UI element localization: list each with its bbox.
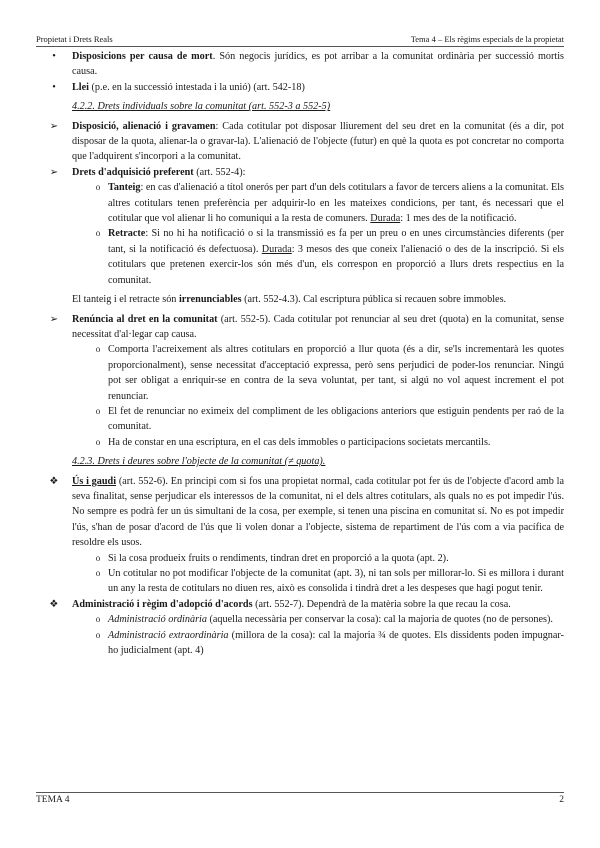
header-left: Propietat i Drets Reals — [36, 34, 113, 44]
page-footer — [36, 792, 564, 805]
diamond-icon: ❖ — [49, 598, 59, 610]
list-item: o Administració ordinària (aquella necessària per conservar la cosa): cal la majoria de quotes (no de persones). — [88, 612, 564, 627]
term-text: (art. 552-6). En principi com si fos una propietat normal, cada cotitular pot fer ús de l'objecte d'acord amb la seva finalitat, sense perjudicar els interessos de la comunitat, ni el dels altres cotitulars, als quals no es pot impedir l'ús. No sempre es podrà fer un ús simultani de la cosa, per exemple, si tenen una piscina en comunitat sí. No es pot impedir l'ús, s'han de posar d'acord de l'ús que li volen donar a l'objecte, sistema de repartiment de l'ús com a via pacífica de resoldre els usos. — [72, 475, 564, 549]
paragraph: El tanteig i el retracte són irrenunciables (art. 552-4.3). Cal escriptura pública si recauen sobre immobles. — [72, 294, 507, 306]
circle-icon: o — [95, 436, 101, 447]
circle-icon: o — [95, 405, 101, 416]
term: Retracte — [108, 228, 146, 240]
list-item: o Administració extraordinària (millora de la cosa): cal la majoria ¾ de quotes. Els dissidents poden impugnar-ho judicialment (apt. 4) — [88, 628, 564, 659]
circle-icon: o — [95, 182, 101, 193]
term-text: . Són negocis jurídics, es pot arribar a la comunitat ordinària per successió mortis causa. — [72, 51, 564, 78]
term: Disposició, alienació i gravamen — [72, 120, 216, 132]
list-item — [88, 226, 564, 288]
term: Renúncia al dret en la comunitat — [72, 313, 218, 325]
arrow-icon: ➢ — [49, 120, 59, 132]
circle-icon: o — [95, 614, 101, 625]
list-item — [36, 165, 564, 180]
term-text: : Si no hi ha notificació o si la transmissió es fa per un preu o en unes circumstàncies diferents (per tant, si la notificació és defectuosa). — [108, 228, 564, 255]
list-item — [36, 119, 564, 165]
durada-text: : 3 mesos des que coneix l'alienació o des de la inscripció. Si els cotitulars que pretenen exercir-los són més d'un, els correspon en proporció a llurs drets respectius en la comunitat. — [108, 243, 564, 286]
list-item — [36, 474, 564, 551]
header-right: Tema 4 – Els règims especials de la propietat — [410, 34, 564, 44]
term-text: (art. 552-7). Dependrà de la matèria sobre la que recau la cosa. — [252, 598, 511, 610]
list-item: o Ha de constar en una escriptura, en el cas dels immobles o participacions societats mercantils. — [88, 435, 564, 450]
list-item — [36, 312, 564, 343]
term-text: : Cada cotitular pot disposar lliurement del seu dret en la comunitat (és a dir, pot disposar de la quota, alienar-la o gravar-la). L'alienació de l'objecte (futur) en què la quota es pot concretar no comporta que l'adquirent s'incorpori a la comunitat. — [72, 120, 564, 163]
term: irrenunciables — [178, 294, 242, 306]
list-item: o Un cotitular no pot modificar l'objecte de la comunitat (apt. 3), ni tan sols per millorar-lo. Si es millora i durant un any la resta de cotitulars no diuen res, això es consolida i tindrà dret a les despeses que hagi pogut tenir. — [88, 566, 564, 597]
section-heading: 4.2.3. Drets i deures sobre l'objecte de la comunitat (≠ quota). — [72, 456, 326, 468]
term-text: (art. 552-4): — [193, 166, 246, 178]
footer-left: TEMA 4 — [36, 795, 70, 805]
term: Administració i règim d'adopció d'acords — [72, 598, 253, 610]
term: Drets d'adquisició preferent — [72, 166, 194, 178]
arrow-icon: ➢ — [49, 166, 59, 178]
circle-icon: o — [95, 344, 101, 355]
durada-label: Durada — [370, 213, 401, 225]
list-item: o Si la cosa produeix fruits o rendiments, tindran dret en proporció a la quota (apt. 2). — [88, 551, 564, 566]
term-text: (art. 552-5). Cada cotitular pot renunciar al seu dret (quota) en la comunitat, sense necessitat d'al·legar cap causa. — [72, 313, 564, 340]
term-text: (p.e. en la successió intestada i la unió) (art. 542-18) — [88, 81, 305, 93]
bullet-icon: • — [52, 81, 56, 93]
page-header — [36, 34, 564, 47]
diamond-icon: ❖ — [49, 475, 59, 487]
durada-text: : 1 mes des de la notificació. — [400, 213, 517, 225]
section-heading: 4.2.2. Drets individuals sobre la comunitat (art. 552-3 a 552-5) — [72, 101, 331, 113]
list-item: o El fet de renunciar no eximeix del compliment de les obligacions anteriors que estiguin pendents per raó de la comunitat. — [88, 404, 564, 435]
bullet-icon: • — [52, 51, 56, 62]
list-item: o Comporta l'acreixement als altres cotitulars en proporció a llur quota (és a dir, se'ls incrementarà les quotes proporcionalment), sense necessitat d'acceptació expressa, però sens perjudici de poder-los renunciar. Ningú pot ser obligat a enriquir-se en contra de la seva voluntat, per tant, si algú no vol aquest increment el pot renunciar. — [88, 342, 564, 404]
circle-icon: o — [95, 552, 101, 563]
term: Llei — [72, 81, 89, 93]
list-item — [36, 597, 564, 612]
term-text: : en cas d'alienació a títol onerós per part d'un dels cotitulars a favor de tercers aliens a la comunitat. Els altres cotitulars tenen preferència per adquirir-lo en les mateixes condicions, per tant, és necessari que el cotitular que vol alienar li ho comuniqui a la resta de comuners. — [108, 182, 564, 225]
term: Disposicions per causa de mort — [72, 51, 213, 62]
circle-icon: o — [95, 629, 101, 640]
list-item — [88, 180, 564, 226]
page-number: 2 — [559, 795, 564, 805]
term: Tanteig — [108, 182, 141, 194]
circle-icon: o — [95, 568, 101, 578]
circle-icon: o — [95, 228, 101, 239]
term: Ús i gaudi — [72, 475, 117, 487]
list-item — [36, 49, 564, 80]
document-body — [36, 49, 564, 658]
arrow-icon: ➢ — [49, 313, 59, 325]
durada-label: Durada — [261, 243, 292, 255]
list-item — [36, 80, 564, 95]
